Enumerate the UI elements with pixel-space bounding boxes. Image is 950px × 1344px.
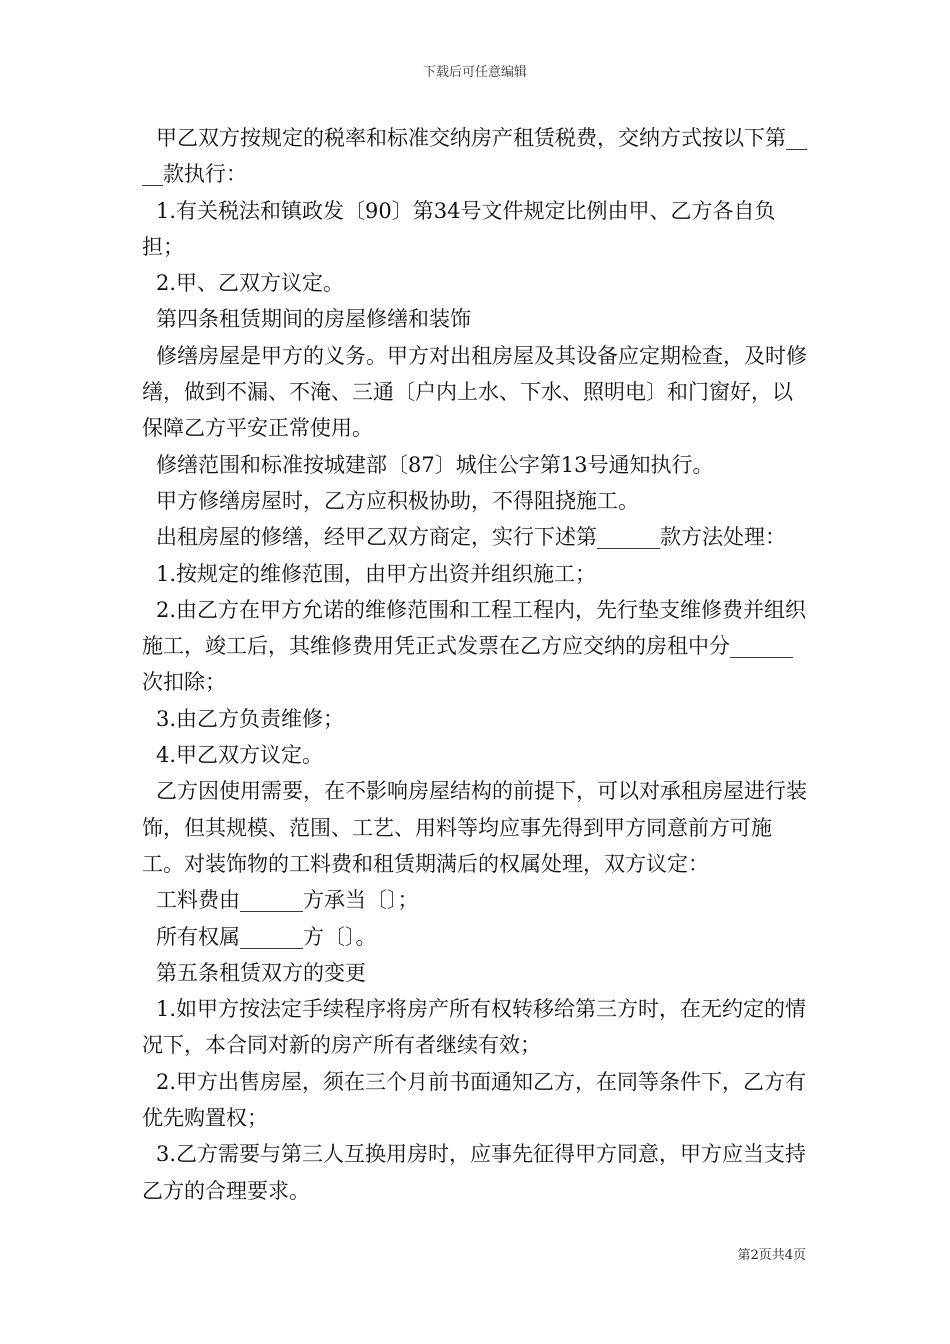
section-heading-article-5: 第五条租赁双方的变更 — [156, 960, 366, 985]
paragraph-repair-option-4: 4.甲乙双方议定。 — [156, 743, 324, 768]
paragraph-tax-option-2: 2.甲、乙双方议定。 — [156, 271, 345, 296]
paragraph-change-option-1: 1.如甲方按法定手续程序将房产所有权转移给第三方时，在无约定的情况下，本合同对新的房产所有者继续有效； — [142, 997, 807, 1058]
paragraph-tax-payment: 甲乙双方按规定的税率和标准交纳房产租赁税费，交纳方式按以下第____款执行： — [142, 126, 807, 187]
paragraph-tax-option-1: 1.有关税法和镇政发〔90〕第34号文件规定比例由甲、乙方各自负担； — [142, 198, 776, 259]
page-number: 第2页共4页 — [737, 1248, 806, 1263]
paragraph-repair-cooperation: 甲方修缮房屋时，乙方应积极协助，不得阻挠施工。 — [156, 488, 639, 513]
paragraph-change-option-2: 2.甲方出售房屋，须在三个月前书面通知乙方，在同等条件下，乙方有优先购置权； — [142, 1069, 807, 1131]
paragraph-repair-option-1: 1.按规定的维修范围，由甲方出资并组织施工； — [156, 561, 597, 586]
paragraph-change-option-3: 3.乙方需要与第三人互换用房时，应事先征得甲方同意，甲方应当支持乙方的合理要求。 — [142, 1142, 807, 1203]
paragraph-material-cost: 工料费由______方承当〔〕； — [156, 888, 419, 913]
paragraph-decoration: 乙方因使用需要，在不影响房屋结构的前提下，可以对承租房屋进行装饰，但其规模、范围、工艺、用料等均应事先得到甲方同意前方可施工。对装饰物的工料费和租赁期满后的权属处理，双方议定： — [142, 779, 807, 876]
paragraph-repair-scope: 修缮范围和标准按城建部〔87〕城住公字第13号通知执行。 — [156, 452, 714, 477]
page-header-note: 下载后可任意编辑 — [422, 65, 527, 80]
paragraph-ownership: 所有权属______方〔〕。 — [156, 924, 377, 949]
paragraph-repair-method: 出租房屋的修缮，经甲乙双方商定，实行下述第______款方法处理： — [156, 525, 786, 550]
paragraph-repair-option-2: 2.由乙方在甲方允诺的维修范围和工程工程内，先行垫支维修费并组织施工，竣工后，其维修费用凭正式发票在乙方应交纳的房租中分______次扣除； — [142, 597, 807, 695]
paragraph-repair-option-3: 3.由乙方负责维修； — [156, 706, 345, 731]
section-heading-article-4: 第四条租赁期间的房屋修缮和装饰 — [156, 307, 471, 332]
paragraph-repair-obligation: 修缮房屋是甲方的义务。甲方对出租房屋及其设备应定期检查，及时修缮，做到不漏、不淹、三通〔户内上水、下水、照明电〕和门窗好，以保障乙方平安正常使用。 — [142, 343, 807, 441]
document-body — [142, 120, 812, 1209]
